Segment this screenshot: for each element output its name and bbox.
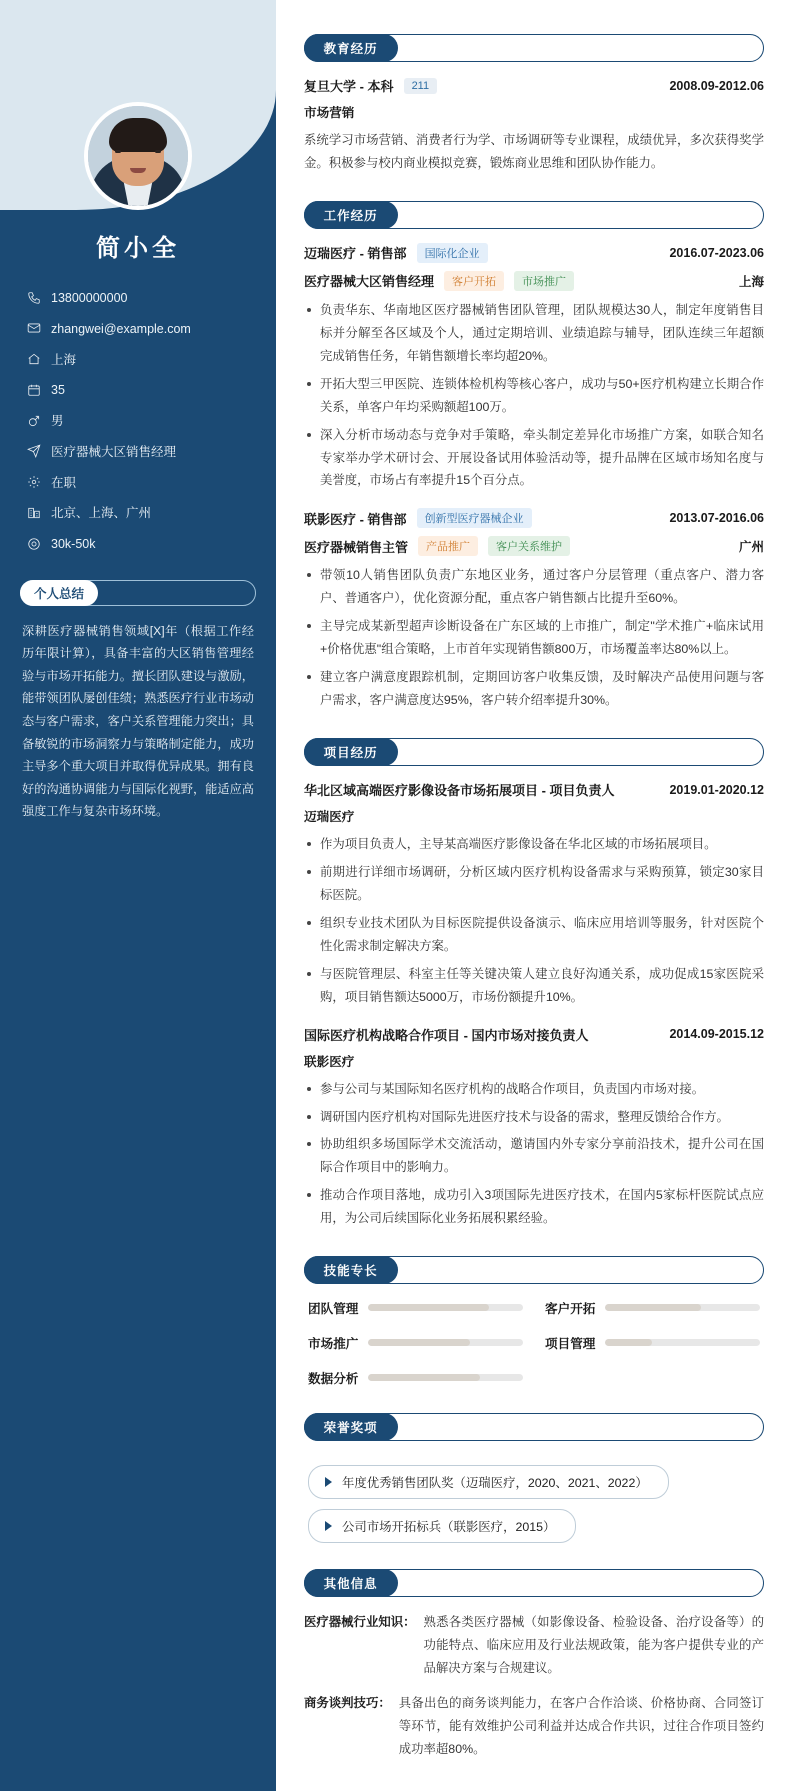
work-date: 2016.07-2023.06	[669, 245, 764, 260]
skill-bar-fill	[368, 1304, 489, 1311]
honor-item	[308, 1509, 576, 1543]
contact-value: 13800000000	[51, 291, 128, 305]
project-date: 2014.09-2015.12	[669, 1027, 764, 1042]
contact-item-status	[26, 474, 260, 493]
list-item: 与医院管理层、科室主任等关键决策人建立良好沟通关系，成功促成15家医院采购，项目销售额达5000万，市场份额提升10%。	[304, 963, 764, 1009]
list-item: 负责华东、华南地区医疗器械销售团队管理，团队规模达30人，制定年度销售目标并分解至各区域及个人，通过定期培训、业绩追踪与辅导，团队连续三年超额完成销售任务，年销售额增长率均超20%。	[304, 299, 764, 368]
other-info-item	[304, 1692, 764, 1761]
skill-bar	[605, 1339, 760, 1346]
mail-icon	[26, 321, 41, 336]
contact-value: 北京、上海、广州	[51, 506, 152, 521]
other-info-key: 商务谈判技巧：	[304, 1696, 391, 1710]
list-item: 参与公司与某国际知名医疗机构的战略合作项目，负责国内市场对接。	[304, 1078, 764, 1101]
contact-list	[0, 289, 276, 554]
project-name: 国际医疗机构战略合作项目 - 国内市场对接负责人	[304, 1027, 589, 1043]
skill-bar	[368, 1339, 523, 1346]
honor-label: 公司市场开拓标兵（联影医疗，2015）	[342, 1520, 556, 1535]
section-header-honors	[304, 1413, 764, 1441]
skill-bar-fill	[605, 1339, 651, 1346]
contact-item-position	[26, 443, 260, 462]
skill-bar-fill	[368, 1339, 470, 1346]
work-bullets	[304, 299, 764, 493]
home-icon	[26, 352, 41, 367]
list-item: 作为项目负责人，主导某高端医疗影像设备在华北区域的市场拓展项目。	[304, 833, 764, 856]
skill-label: 数据分析	[308, 1372, 359, 1387]
honors-list	[304, 1499, 764, 1543]
play-triangle-icon	[325, 1521, 332, 1531]
other-info-value: 具备出色的商务谈判能力，在客户合作洽谈、价格协商、合同签订等环节，能有效维护公司利益并达成合作共识，过往合作项目签约成功率超80%。	[398, 1696, 764, 1756]
section-title-label: 荣誉奖项	[304, 1413, 398, 1441]
skill-bar	[605, 1304, 760, 1311]
work-role: 医疗器械大区销售经理	[304, 274, 435, 290]
work-date: 2013.07-2016.06	[669, 511, 764, 526]
skill-item	[308, 1298, 523, 1317]
education-description: 系统学习市场营销、消费者行为学、市场调研等专业课程，成绩优异，多次获得奖学金。积极参与校内商业模拟竞赛，锻炼商业思维和团队协作能力。	[304, 133, 764, 170]
education-major: 市场营销	[304, 106, 355, 120]
list-item: 带领10人销售团队负责广东地区业务，通过客户分层管理（重点客户、潜力客户、普通客户），优化资源分配，重点客户销售额占比提升至60%。	[304, 564, 764, 610]
education-tag: 211	[404, 78, 438, 94]
list-item: 协助组织多场国际学术交流活动，邀请国内外专家分享前沿技术，提升公司在国际合作项目中的影响力。	[304, 1133, 764, 1179]
honor-item	[308, 1465, 669, 1499]
section-title-label: 工作经历	[304, 201, 398, 229]
skill-item	[308, 1333, 523, 1352]
other-info-value: 熟悉各类医疗器械（如影像设备、检验设备、治疗设备等）的功能特点、临床应用及行业法规政策，能为客户提供专业的产品解决方案与合规建议。	[423, 1615, 764, 1676]
contact-value: zhangwei@example.com	[51, 321, 191, 336]
skill-bar-fill	[368, 1374, 479, 1381]
honors-list	[304, 1455, 764, 1499]
work-role-tag: 产品推广	[418, 536, 478, 556]
list-item: 前期进行详细市场调研，分析区域内医疗机构设备需求与采购预算，锁定30家目标医院。	[304, 861, 764, 907]
skill-item	[308, 1368, 523, 1387]
education-date: 2008.09-2012.06	[669, 78, 764, 93]
contact-value: 上海	[51, 352, 77, 367]
section-header-work	[304, 201, 764, 229]
gear-icon	[26, 475, 41, 490]
skill-label: 客户开拓	[545, 1302, 596, 1317]
contact-item-salary	[26, 535, 260, 554]
section-title-label: 项目经历	[304, 738, 398, 766]
building-icon	[26, 505, 41, 520]
work-company-tag: 国际化企业	[417, 243, 488, 263]
project-bullets	[304, 833, 764, 1009]
work-item	[304, 243, 764, 493]
contact-item-age	[26, 381, 260, 400]
other-info-item	[304, 1611, 764, 1680]
education-school: 复旦大学 - 本科	[304, 79, 394, 94]
work-company: 迈瑞医疗 - 销售部	[304, 246, 407, 262]
work-role: 医疗器械销售主管	[304, 539, 409, 555]
other-info-key: 医疗器械行业知识：	[304, 1615, 416, 1630]
education-item	[304, 76, 764, 175]
work-role-tag: 市场推广	[514, 271, 574, 291]
section-header-other	[304, 1569, 764, 1597]
list-item: 开拓大型三甲医院、连锁体检机构等核心客户，成功与50+医疗机构建立长期合作关系，单客户年均采购额超100万。	[304, 373, 764, 419]
main-content	[276, 0, 794, 1791]
work-role-tag: 客户开拓	[444, 271, 504, 291]
contact-value: 医疗器械大区销售经理	[51, 444, 177, 459]
contact-item-phone	[26, 289, 260, 308]
work-item	[304, 508, 764, 712]
avatar-photo	[88, 106, 188, 206]
summary-title-label: 个人总结	[20, 580, 98, 606]
project-name: 华北区域高端医疗影像设备市场拓展项目 - 项目负责人	[304, 783, 615, 798]
list-item: 调研国内医疗机构对国际先进医疗技术与设备的需求，整理反馈给合作方。	[304, 1106, 764, 1129]
contact-item-target-cities	[26, 504, 260, 523]
play-triangle-icon	[325, 1477, 332, 1487]
list-item: 组织专业技术团队为目标医院提供设备演示、临床应用培训等服务，针对医院个性化需求制定解决方案。	[304, 912, 764, 958]
contact-value: 在职	[51, 475, 77, 490]
project-item	[304, 780, 764, 1009]
work-city: 上海	[738, 274, 764, 289]
section-title-label: 教育经历	[304, 34, 398, 62]
section-header-projects	[304, 738, 764, 766]
target-icon	[26, 536, 41, 551]
summary-text: 深耕医疗器械销售领域[X]年（根据工作经历年限计算），具备丰富的大区销售管理经验与市场开拓能力。擅长团队建设与激励，能带领团队屡创佳绩；熟悉医疗行业市场动态与客户需求，客户关系管理能力突出；具备敏锐的市场洞察力与策略制定能力，成功主导多个重大项目并取得优异成果。拥有良好的沟通协调能力与国际化视野，能适应高强度工作与复杂市场环境。	[22, 623, 254, 819]
work-bullets	[304, 564, 764, 712]
contact-item-email	[26, 320, 260, 339]
contact-value: 35	[51, 383, 65, 398]
list-item: 主导完成某新型超声诊断设备在广东区域的上市推广，制定"学术推广+临床试用+价格优惠"组合策略，上市首年实现销售额800万，市场覆盖率达80%以上。	[304, 615, 764, 661]
skill-bar	[368, 1304, 523, 1311]
project-org: 迈瑞医疗	[304, 810, 355, 824]
skill-bar	[368, 1374, 523, 1381]
avatar	[84, 102, 192, 210]
section-header-skills	[304, 1256, 764, 1284]
skills-grid	[304, 1298, 764, 1387]
project-item	[304, 1025, 764, 1231]
section-title-label: 技能专长	[304, 1256, 398, 1284]
project-org: 联影医疗	[304, 1054, 355, 1069]
honor-label: 年度优秀销售团队奖（迈瑞医疗，2020、2021、2022）	[342, 1476, 648, 1491]
calendar-icon	[26, 382, 41, 397]
project-date: 2019.01-2020.12	[669, 782, 764, 797]
skill-label: 项目管理	[545, 1337, 596, 1352]
contact-value: 男	[51, 414, 64, 428]
sidebar	[0, 0, 276, 1791]
summary-section-header	[20, 580, 256, 606]
contact-value: 30k-50k	[51, 537, 96, 551]
work-city: 广州	[738, 540, 764, 555]
contact-item-gender	[26, 412, 260, 431]
section-header-education	[304, 34, 764, 62]
send-icon	[26, 444, 41, 459]
project-bullets	[304, 1078, 764, 1231]
skill-bar-fill	[605, 1304, 701, 1311]
phone-icon	[26, 290, 41, 305]
list-item: 建立客户满意度跟踪机制，定期回访客户收集反馈，及时解决产品使用问题与客户需求，客户满意度达95%，客户转介绍率提升30%。	[304, 666, 764, 712]
contact-item-location	[26, 351, 260, 370]
work-company: 联影医疗 - 销售部	[304, 511, 407, 527]
skill-item	[545, 1298, 760, 1317]
skill-item	[545, 1333, 760, 1352]
gender-icon	[26, 413, 41, 428]
list-item: 深入分析市场动态与竞争对手策略，牵头制定差异化市场推广方案，如联合知名专家举办学术研讨会、开展设备试用体验活动等，提升品牌在区域市场知名度与美誉度，市场占有率提升15个百分点。	[304, 424, 764, 493]
work-role-tag: 客户关系维护	[488, 536, 570, 556]
skill-label: 团队管理	[308, 1302, 359, 1317]
work-company-tag: 创新型医疗器械企业	[417, 508, 532, 528]
candidate-name: 简小全	[96, 235, 180, 262]
section-title-label: 其他信息	[304, 1569, 398, 1597]
skill-label: 市场推广	[308, 1337, 359, 1352]
list-item: 推动合作项目落地，成功引入3项国际先进医疗技术，在国内5家标杆医院试点应用，为公司后续国际化业务拓展积累经验。	[304, 1184, 764, 1230]
